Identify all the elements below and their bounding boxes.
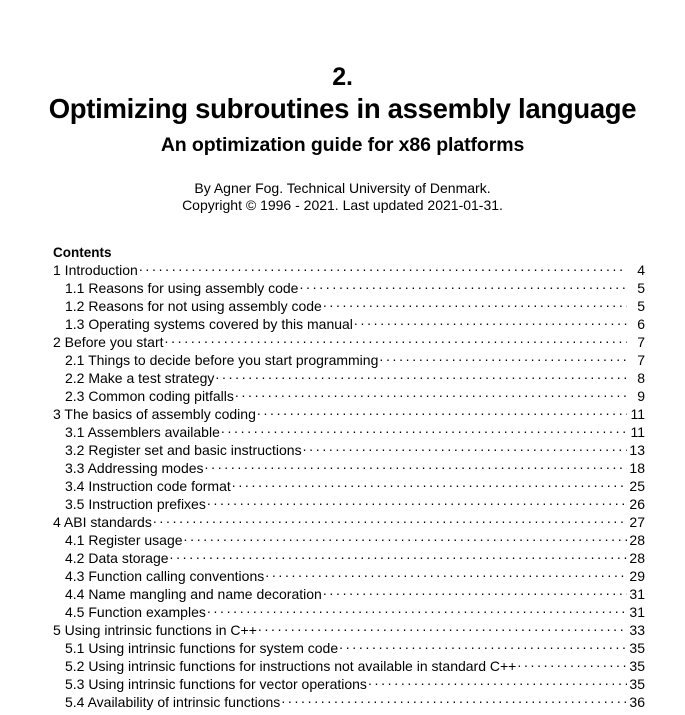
toc-entry[interactable] (53, 261, 645, 279)
toc-entry-label: 4.1 Register usage (65, 532, 183, 548)
toc-entry[interactable] (53, 693, 645, 711)
toc-leader-dots (221, 423, 627, 437)
toc-entry-page-number: 35 (629, 640, 645, 656)
toc-leader-dots (281, 693, 627, 707)
toc-entry-page-number: 5 (637, 280, 645, 296)
toc-entry-label: 3.3 Addressing modes (65, 460, 204, 476)
toc-entry-page-number: 35 (629, 676, 645, 692)
toc-entry[interactable] (53, 423, 645, 441)
toc-leader-dots (517, 657, 627, 671)
contents-section (0, 244, 685, 711)
toc-entry-page-number: 25 (629, 478, 645, 494)
toc-entry-label: 3.2 Register set and basic instructions (65, 442, 302, 458)
toc-leader-dots (207, 603, 627, 617)
toc-entry[interactable] (53, 315, 645, 333)
toc-entry[interactable] (53, 567, 645, 585)
toc-entry[interactable] (53, 639, 645, 657)
toc-entry-page-number: 7 (637, 334, 645, 350)
toc-leader-dots (368, 675, 627, 689)
toc-leader-dots (215, 369, 627, 383)
toc-entry-page-number: 5 (637, 298, 645, 314)
toc-leader-dots (153, 513, 627, 527)
toc-entry-page-number: 36 (629, 694, 645, 710)
toc-entry-page-number: 26 (629, 496, 645, 512)
toc-entry-label: 2.3 Common coding pitfalls (65, 388, 234, 404)
table-of-contents (53, 261, 645, 711)
toc-entry-page-number: 18 (629, 460, 645, 476)
toc-entry-label: 5.2 Using intrinsic functions for instructions not available in standard C++ (65, 658, 517, 674)
toc-entry-label: 5.3 Using intrinsic functions for vector operations (65, 676, 367, 692)
toc-entry-label: 5 Using intrinsic functions in C++ (53, 622, 257, 638)
toc-entry[interactable] (53, 279, 645, 297)
toc-entry[interactable] (53, 585, 645, 603)
toc-entry-label: 4.5 Function examples (65, 604, 206, 620)
toc-entry-label: 5.4 Availability of intrinsic functions (65, 694, 281, 710)
toc-entry-page-number: 29 (629, 568, 645, 584)
toc-entry[interactable] (53, 351, 645, 369)
toc-entry-label: 1.1 Reasons for using assembly code (65, 280, 299, 296)
toc-leader-dots (379, 351, 627, 365)
toc-entry-page-number: 31 (629, 604, 645, 620)
toc-entry-page-number: 6 (637, 316, 645, 332)
toc-entry-page-number: 33 (629, 622, 645, 638)
toc-entry[interactable] (53, 621, 645, 639)
toc-entry[interactable] (53, 387, 645, 405)
toc-entry-page-number: 35 (629, 658, 645, 674)
toc-entry[interactable] (53, 459, 645, 477)
toc-leader-dots (139, 261, 627, 275)
toc-entry-label: 3.5 Instruction prefixes (65, 496, 206, 512)
toc-entry[interactable] (53, 441, 645, 459)
toc-leader-dots (339, 639, 627, 653)
toc-entry-label: 4.4 Name mangling and name decoration (65, 586, 322, 602)
toc-entry[interactable] (53, 405, 645, 423)
toc-leader-dots (232, 477, 627, 491)
contents-heading: Contents (53, 245, 112, 260)
toc-entry[interactable] (53, 531, 645, 549)
toc-entry-label: 5.1 Using intrinsic functions for system code (65, 640, 339, 656)
byline-copyright: Copyright © 1996 - 2021. Last updated 2021-01-31. (182, 197, 503, 213)
title-block (0, 0, 685, 214)
toc-leader-dots (257, 405, 627, 419)
toc-entry-label: 1.3 Operating systems covered by this manual (65, 316, 353, 332)
toc-leader-dots (323, 297, 627, 311)
toc-entry-label: 1 Introduction (53, 262, 138, 278)
toc-entry[interactable] (53, 675, 645, 693)
toc-entry-label: 4 ABI standards (53, 514, 152, 530)
document-subtitle: An optimization guide for x86 platforms (160, 134, 525, 156)
toc-entry-page-number: 28 (629, 550, 645, 566)
toc-entry-page-number: 13 (629, 442, 645, 458)
toc-entry-page-number: 31 (629, 586, 645, 602)
toc-entry-label: 4.3 Function calling conventions (65, 568, 265, 584)
toc-entry[interactable] (53, 657, 645, 675)
toc-leader-dots (303, 441, 627, 455)
toc-entry-page-number: 7 (637, 352, 645, 368)
toc-leader-dots (265, 567, 627, 581)
toc-leader-dots (354, 315, 627, 329)
toc-entry-label: 2 Before you start (53, 334, 164, 350)
toc-entry-page-number: 11 (630, 406, 645, 422)
toc-entry-label: 2.1 Things to decide before you start programming (65, 352, 379, 368)
toc-entry-label: 2.2 Make a test strategy (65, 370, 215, 386)
toc-leader-dots (235, 387, 627, 401)
toc-entry-label: 4.2 Data storage (65, 550, 169, 566)
toc-entry[interactable] (53, 603, 645, 621)
toc-entry-label: 3.1 Assemblers available (65, 424, 220, 440)
toc-entry-page-number: 4 (637, 262, 645, 278)
toc-entry-page-number: 28 (629, 532, 645, 548)
toc-entry-page-number: 8 (637, 370, 645, 386)
document-number: 2. (332, 63, 353, 91)
toc-leader-dots (165, 333, 627, 347)
toc-leader-dots (205, 459, 627, 473)
toc-leader-dots (184, 531, 627, 545)
toc-entry-label: 1.2 Reasons for not using assembly code (65, 298, 322, 314)
byline (0, 180, 685, 214)
toc-entry[interactable] (53, 369, 645, 387)
toc-entry-label: 3 The basics of assembly coding (53, 406, 256, 422)
document-title: Optimizing subroutines in assembly language (48, 93, 637, 124)
toc-entry-label: 3.4 Instruction code format (65, 478, 231, 494)
toc-leader-dots (207, 495, 627, 509)
toc-entry-page-number: 27 (629, 514, 645, 530)
toc-leader-dots (258, 621, 627, 635)
toc-entry[interactable] (53, 513, 645, 531)
toc-entry-page-number: 9 (637, 388, 645, 404)
toc-entry-page-number: 11 (630, 424, 645, 440)
byline-author: By Agner Fog. Technical University of Denmark. (194, 180, 491, 196)
toc-entry[interactable] (53, 549, 645, 567)
toc-leader-dots (299, 279, 627, 293)
toc-leader-dots (323, 585, 627, 599)
toc-entry[interactable] (53, 297, 645, 315)
toc-entry[interactable] (53, 495, 645, 513)
toc-leader-dots (170, 549, 627, 563)
toc-entry[interactable] (53, 333, 645, 351)
toc-entry[interactable] (53, 477, 645, 495)
